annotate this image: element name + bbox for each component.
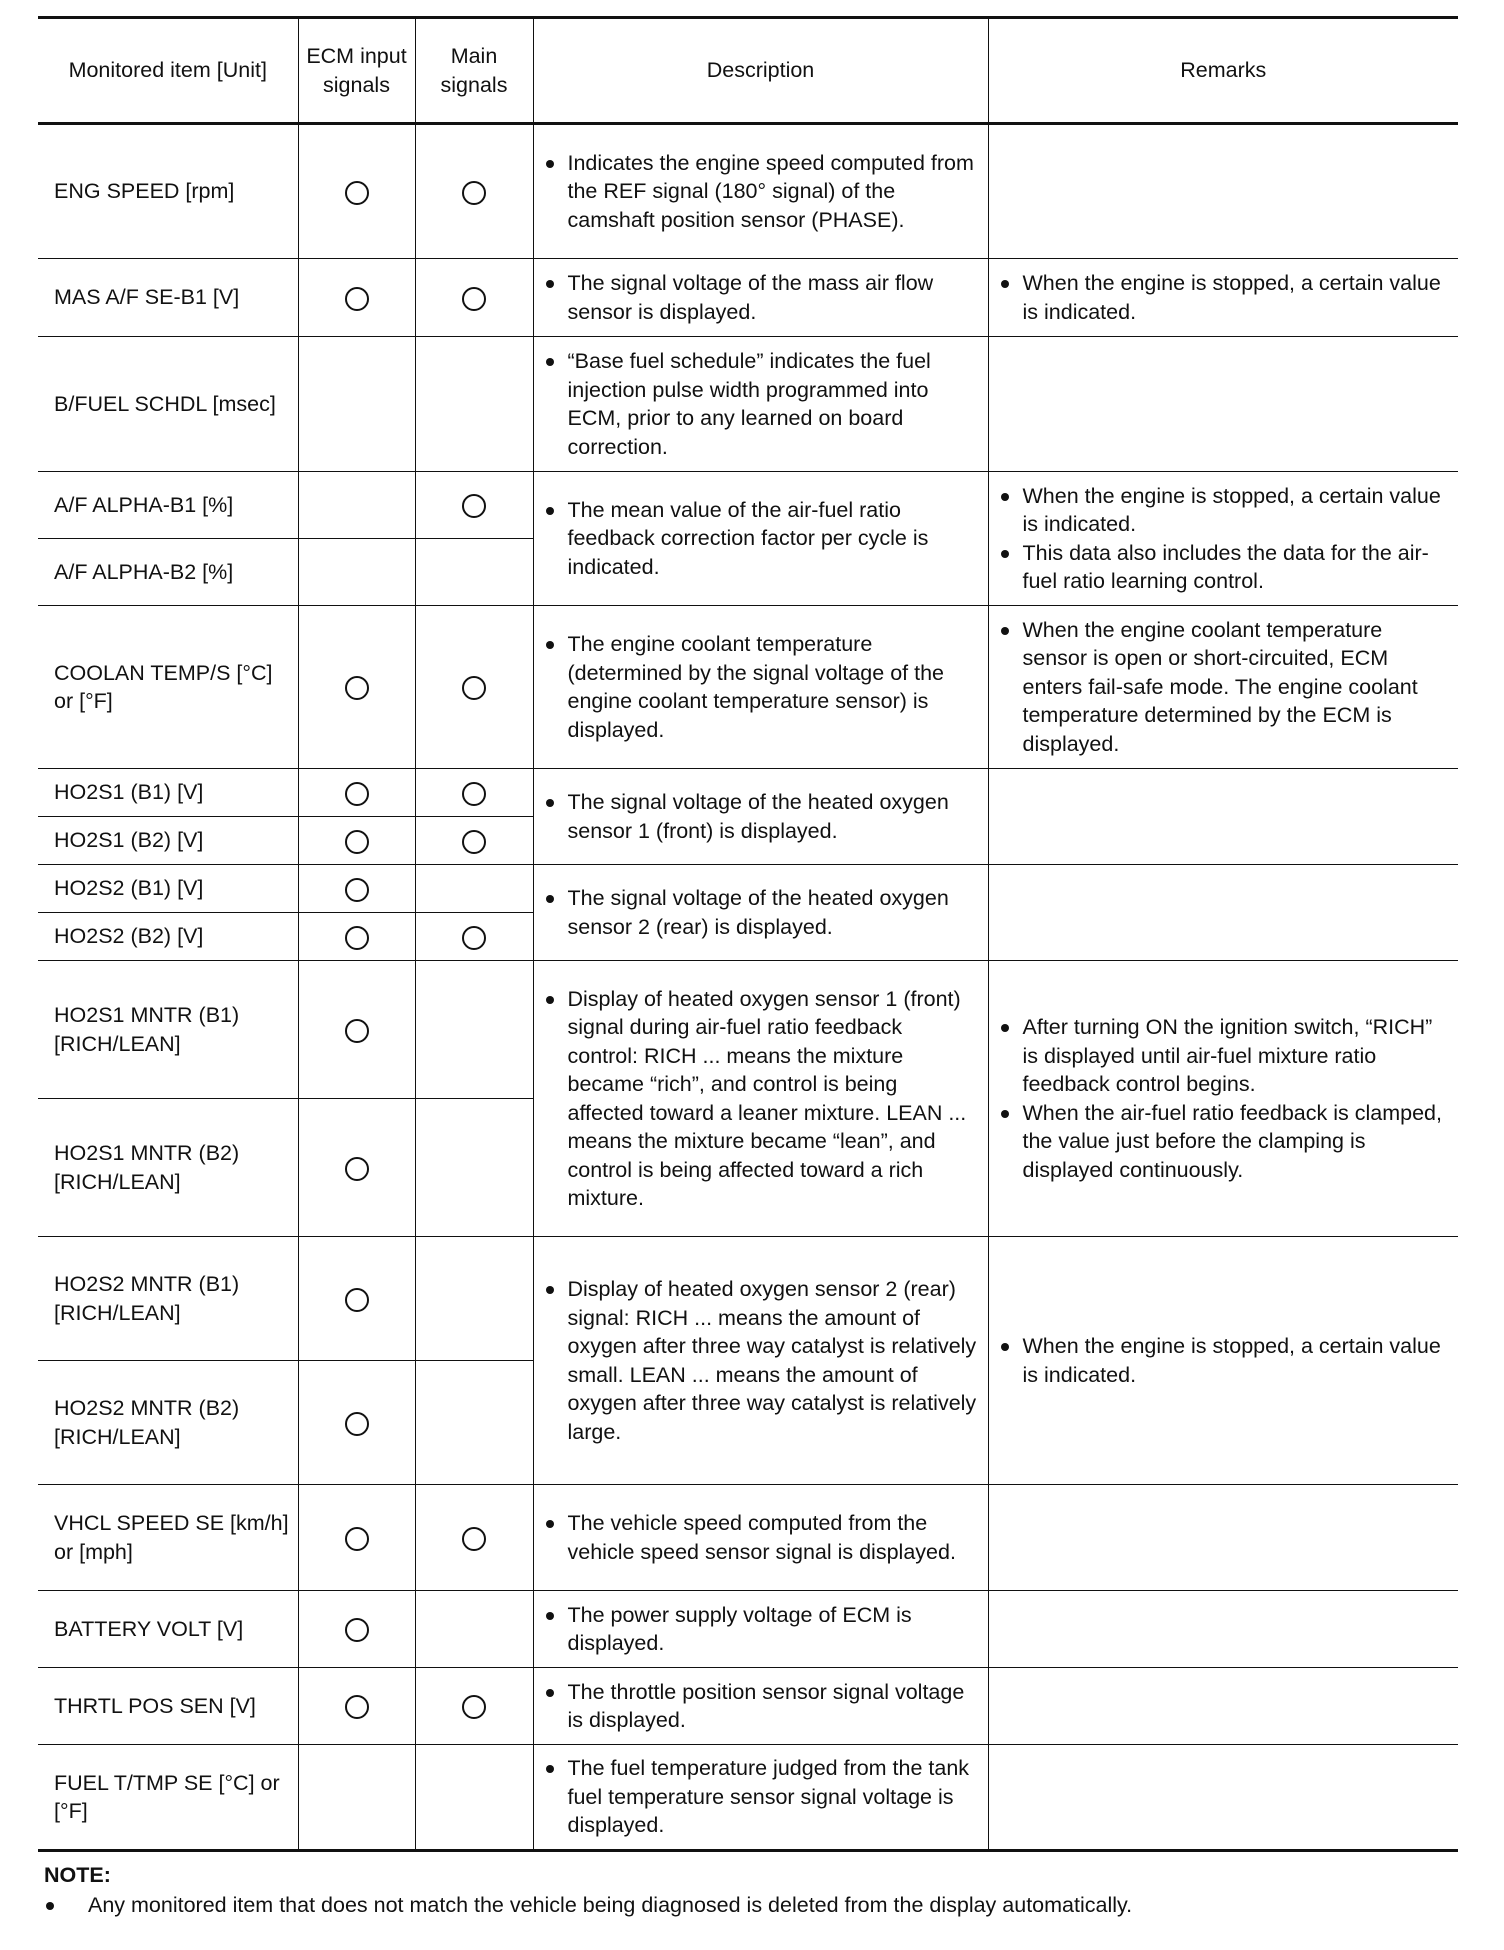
circle-mark-icon (345, 782, 369, 806)
table-row (38, 1668, 1458, 1745)
circle-mark-icon (345, 1019, 369, 1043)
main-mark-cell (415, 1099, 533, 1237)
ecm-mark-cell (298, 1099, 415, 1237)
list-item (999, 539, 1449, 596)
description-cell (533, 472, 988, 606)
circle-mark-icon (462, 181, 486, 205)
circle-mark-icon (462, 287, 486, 311)
note-section (38, 1860, 1458, 1920)
table-row (38, 606, 1458, 769)
table-row (38, 865, 1458, 913)
bullet-icon (546, 799, 554, 807)
remark-text: When the engine is stopped, a certain value is indicated. (1022, 483, 1441, 536)
item-ho2s2-mntr-b1: HO2S2 MNTR (B1) [RICH/LEAN] (38, 1237, 298, 1361)
bullet-icon (1001, 280, 1009, 288)
main-mark-cell (415, 1668, 533, 1745)
list-item (44, 1890, 1458, 1920)
item-battery-volt: BATTERY VOLT [V] (38, 1591, 298, 1668)
note-title: NOTE: (44, 1863, 111, 1887)
main-mark-cell (415, 817, 533, 865)
ecm-mark-cell (298, 539, 415, 606)
main-mark-cell (415, 1485, 533, 1591)
ecm-mark-cell (298, 606, 415, 769)
bullet-icon (546, 996, 554, 1004)
ecm-mark-cell (298, 1361, 415, 1485)
list-item (544, 1601, 978, 1658)
remarks-cell (988, 961, 1458, 1237)
ecm-mark-cell (298, 472, 415, 539)
circle-mark-icon (345, 287, 369, 311)
main-mark-cell (415, 961, 533, 1099)
remarks-cell (988, 865, 1458, 961)
item-ho2s1-mntr-b2: HO2S1 MNTR (B2) [RICH/LEAN] (38, 1099, 298, 1237)
list-item (544, 269, 978, 326)
remarks-cell (988, 1591, 1458, 1668)
description-text: “Base fuel schedule” indicates the fuel injection pulse width programmed into ECM, prior to any learned on board correction. (567, 349, 931, 459)
description-cell (533, 606, 988, 769)
remark-text: When the air-fuel ratio feedback is clamped, the value just before the clamping is displayed continuously. (1022, 1100, 1442, 1182)
description-text: The signal voltage of the heated oxygen sensor 2 (rear) is displayed. (567, 886, 949, 939)
ecm-mark-cell (298, 1745, 415, 1851)
table-row (38, 124, 1458, 259)
list-item (544, 149, 978, 235)
bullet-icon (546, 1612, 554, 1620)
list-item (999, 1332, 1449, 1389)
header-row (38, 18, 1458, 124)
item-af-alpha-b1: A/F ALPHA-B1 [%] (38, 472, 298, 539)
main-mark-cell (415, 1237, 533, 1361)
header-monitored-item: Monitored item [Unit] (38, 18, 298, 124)
description-text: The throttle position sensor signal voltage is displayed. (567, 1679, 965, 1732)
main-mark-cell (415, 539, 533, 606)
description-text: Display of heated oxygen sensor 2 (rear) signal: RICH ... means the amount of oxygen after three way catalyst is relatively small. LEAN ... means the amount of oxygen after three way catalyst is relatively large. (567, 1277, 977, 1444)
description-cell (533, 259, 988, 337)
table-row (38, 1485, 1458, 1591)
list-item (544, 985, 978, 1213)
main-mark-cell (415, 769, 533, 817)
main-mark-cell (415, 124, 533, 259)
list-item (999, 269, 1449, 326)
bullet-icon (1001, 1343, 1009, 1351)
bullet-icon (546, 1765, 554, 1773)
list-item (999, 1013, 1449, 1099)
ecm-mark-cell (298, 1237, 415, 1361)
list-item (544, 630, 978, 744)
table-row (38, 472, 1458, 539)
table-row (38, 769, 1458, 817)
remark-text: After turning ON the ignition switch, “RICH” is displayed until air-fuel mixture ratio feedback control begins. (1022, 1015, 1433, 1096)
remarks-cell (988, 124, 1458, 259)
remark-text: This data also includes the data for the air-fuel ratio learning control. (1022, 540, 1429, 593)
bullet-icon (546, 507, 554, 515)
main-mark-cell (415, 259, 533, 337)
remarks-cell (988, 769, 1458, 865)
circle-mark-icon (345, 830, 369, 854)
item-coolan-temp: COOLAN TEMP/S [°C] or [°F] (38, 606, 298, 769)
item-ho2s1-b2: HO2S1 (B2) [V] (38, 817, 298, 865)
remarks-cell (988, 606, 1458, 769)
list-item (544, 347, 978, 461)
ecm-mark-cell (298, 865, 415, 913)
main-mark-cell (415, 337, 533, 472)
ecm-mark-cell (298, 1591, 415, 1668)
item-thrtl-pos-sen: THRTL POS SEN [V] (38, 1668, 298, 1745)
main-mark-cell (415, 913, 533, 961)
table-row (38, 1591, 1458, 1668)
bullet-icon (1001, 550, 1009, 558)
remark-text: When the engine coolant temperature sensor is open or short-circuited, ECM enters fail-safe mode. The engine coolant temperature determined by the ECM is displayed. (1022, 617, 1418, 756)
list-item (544, 788, 978, 845)
main-mark-cell (415, 1745, 533, 1851)
monitored-items-table (38, 16, 1458, 1852)
description-cell (533, 769, 988, 865)
description-text: The engine coolant temperature (determined by the signal voltage of the engine coolant temperature sensor) is displayed. (567, 632, 944, 742)
ecm-mark-cell (298, 259, 415, 337)
main-mark-cell (415, 1361, 533, 1485)
item-bfuel-schdl: B/FUEL SCHDL [msec] (38, 337, 298, 472)
item-af-alpha-b2: A/F ALPHA-B2 [%] (38, 539, 298, 606)
item-ho2s2-mntr-b2: HO2S2 MNTR (B2) [RICH/LEAN] (38, 1361, 298, 1485)
main-mark-cell (415, 1591, 533, 1668)
bullet-icon (546, 1520, 554, 1528)
bullet-icon (46, 1902, 54, 1910)
description-text: The mean value of the air-fuel ratio feedback correction factor per cycle is indicated. (567, 497, 929, 579)
ecm-mark-cell (298, 1668, 415, 1745)
remarks-cell (988, 1668, 1458, 1745)
remarks-cell (988, 259, 1458, 337)
list-item (999, 1099, 1449, 1185)
list-item (544, 884, 978, 941)
description-cell (533, 1591, 988, 1668)
header-main-signals: Main signals (415, 18, 533, 124)
bullet-icon (546, 1689, 554, 1697)
bullet-icon (546, 358, 554, 366)
circle-mark-icon (462, 830, 486, 854)
header-description: Description (533, 18, 988, 124)
ecm-mark-cell (298, 961, 415, 1099)
circle-mark-icon (345, 1157, 369, 1181)
ecm-mark-cell (298, 1485, 415, 1591)
main-mark-cell (415, 865, 533, 913)
table-row (38, 1745, 1458, 1851)
list-item (544, 496, 978, 582)
remarks-cell (988, 1485, 1458, 1591)
description-cell (533, 124, 988, 259)
remarks-cell (988, 1745, 1458, 1851)
item-mas-af-se-b1: MAS A/F SE-B1 [V] (38, 259, 298, 337)
bullet-icon (1001, 493, 1009, 501)
ecm-mark-cell (298, 817, 415, 865)
description-text: Indicates the engine speed computed from the REF signal (180° signal) of the camshaft position sensor (PHASE). (567, 150, 974, 232)
header-ecm-input-signals: ECM input signals (298, 18, 415, 124)
table-row (38, 1237, 1458, 1361)
item-ho2s2-b1: HO2S2 (B1) [V] (38, 865, 298, 913)
header-remarks: Remarks (988, 18, 1458, 124)
circle-mark-icon (345, 1288, 369, 1312)
list-item (999, 482, 1449, 539)
ecm-mark-cell (298, 337, 415, 472)
remarks-cell (988, 472, 1458, 606)
bullet-icon (546, 895, 554, 903)
circle-mark-icon (345, 676, 369, 700)
table-row (38, 961, 1458, 1099)
remark-text: When the engine is stopped, a certain value is indicated. (1022, 1334, 1441, 1387)
description-cell (533, 1668, 988, 1745)
circle-mark-icon (345, 926, 369, 950)
table-row (38, 337, 1458, 472)
bullet-icon (546, 280, 554, 288)
note-text: Any monitored item that does not match the vehicle being diagnosed is deleted from the display automatically. (88, 1893, 1133, 1917)
circle-mark-icon (345, 1527, 369, 1551)
bullet-icon (1001, 1024, 1009, 1032)
ecm-mark-cell (298, 769, 415, 817)
main-mark-cell (415, 472, 533, 539)
circle-mark-icon (345, 1618, 369, 1642)
bullet-icon (1001, 1110, 1009, 1118)
circle-mark-icon (345, 181, 369, 205)
circle-mark-icon (462, 1527, 486, 1551)
bullet-icon (546, 160, 554, 168)
description-text: The vehicle speed computed from the vehicle speed sensor signal is displayed. (567, 1511, 956, 1564)
description-text: Display of heated oxygen sensor 1 (front) signal during air-fuel ratio feedback control: RICH ... means the mixture became “rich”, and control is being affected toward a leaner mixture. LEAN ... means the mixture became “lean”, and control is being affected toward a rich mixture. (567, 986, 967, 1210)
list-item (544, 1754, 978, 1840)
list-item (544, 1509, 978, 1566)
description-cell (533, 865, 988, 961)
table-row (38, 259, 1458, 337)
description-cell (533, 337, 988, 472)
circle-mark-icon (345, 1695, 369, 1719)
circle-mark-icon (462, 926, 486, 950)
description-cell (533, 961, 988, 1237)
list-item (544, 1275, 978, 1446)
item-ho2s1-b1: HO2S1 (B1) [V] (38, 769, 298, 817)
circle-mark-icon (462, 782, 486, 806)
circle-mark-icon (462, 1695, 486, 1719)
description-text: The signal voltage of the mass air flow sensor is displayed. (567, 271, 934, 324)
description-cell (533, 1237, 988, 1485)
ecm-mark-cell (298, 913, 415, 961)
item-ho2s1-mntr-b1: HO2S1 MNTR (B1) [RICH/LEAN] (38, 961, 298, 1099)
main-mark-cell (415, 606, 533, 769)
circle-mark-icon (462, 676, 486, 700)
bullet-icon (1001, 627, 1009, 635)
bullet-icon (546, 1286, 554, 1294)
description-text: The power supply voltage of ECM is displayed. (567, 1602, 912, 1655)
description-text: The fuel temperature judged from the tank fuel temperature sensor signal voltage is displayed. (567, 1756, 970, 1838)
circle-mark-icon (462, 494, 486, 518)
remarks-cell (988, 1237, 1458, 1485)
monitor-item-sheet (38, 16, 1458, 1920)
description-cell (533, 1485, 988, 1591)
list-item (544, 1678, 978, 1735)
remarks-cell (988, 337, 1458, 472)
list-item (999, 616, 1449, 759)
bullet-icon (546, 641, 554, 649)
circle-mark-icon (345, 878, 369, 902)
ecm-mark-cell (298, 124, 415, 259)
item-vhcl-speed: VHCL SPEED SE [km/h] or [mph] (38, 1485, 298, 1591)
circle-mark-icon (345, 1412, 369, 1436)
item-ho2s2-b2: HO2S2 (B2) [V] (38, 913, 298, 961)
description-cell (533, 1745, 988, 1851)
description-text: The signal voltage of the heated oxygen sensor 1 (front) is displayed. (567, 790, 949, 843)
item-eng-speed: ENG SPEED [rpm] (38, 124, 298, 259)
remark-text: When the engine is stopped, a certain value is indicated. (1022, 271, 1441, 324)
item-fuel-tmp-se: FUEL T/TMP SE [°C] or [°F] (38, 1745, 298, 1851)
